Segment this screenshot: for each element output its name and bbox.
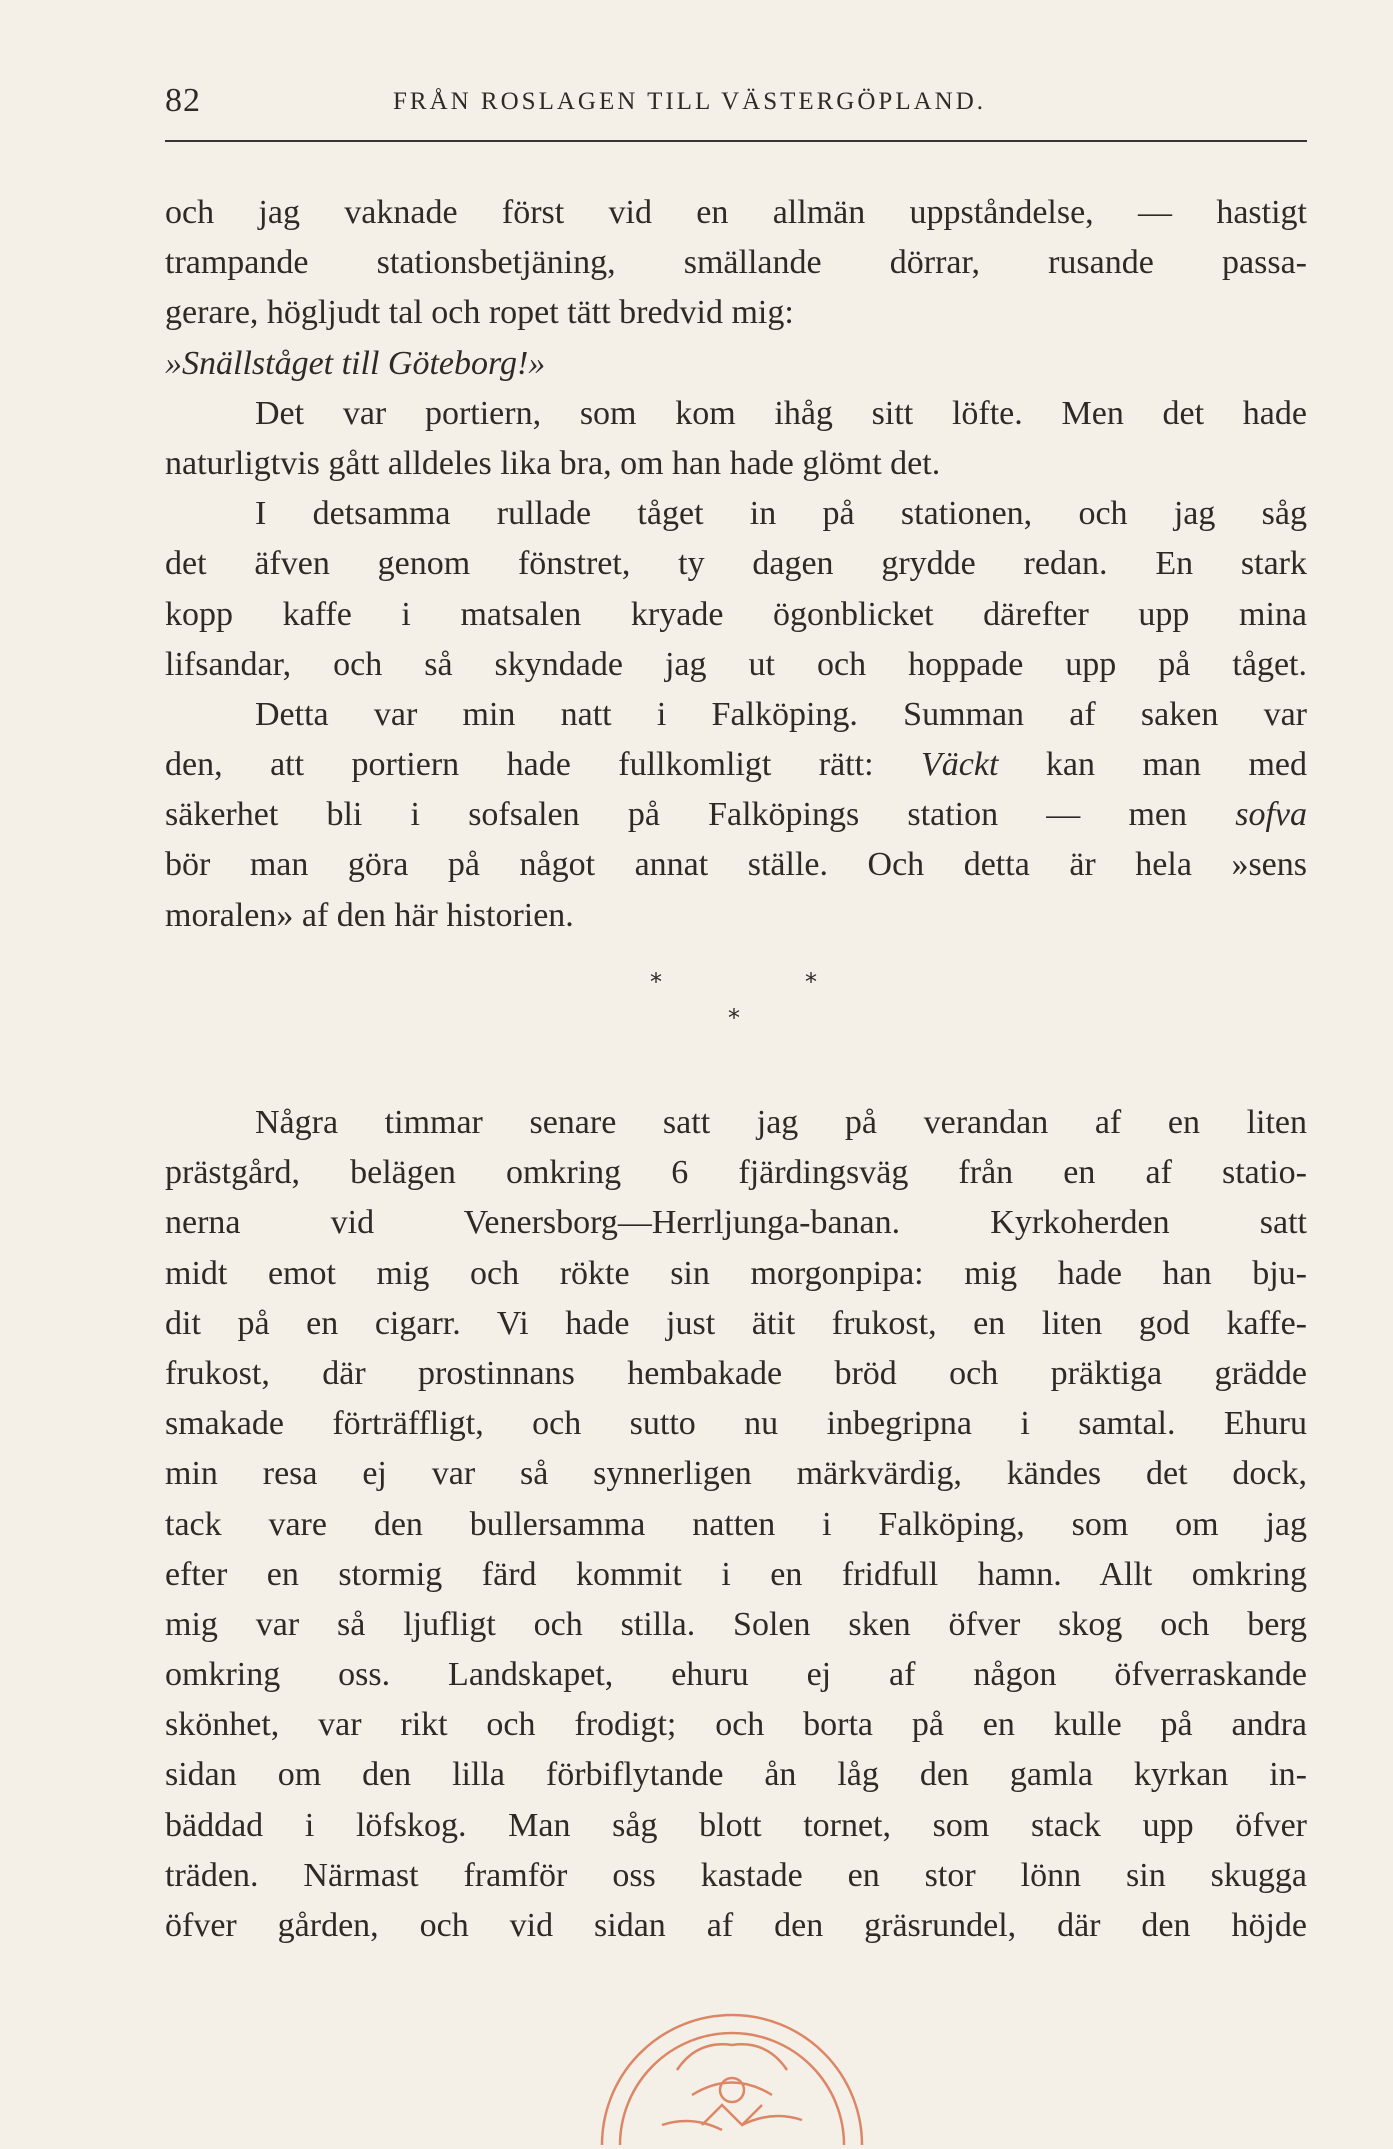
text-line: trampande stationsbetjäning, smällande dörrar, rusande passa- <box>165 244 1307 282</box>
page-number: 82 <box>165 82 201 119</box>
text-line: Några timmar senare satt jag på verandan af en liten <box>255 1104 1307 1141</box>
asterisk: * <box>728 1004 740 1032</box>
library-stamp <box>582 1975 882 2145</box>
text-line: bör man göra på något annat ställe. Och detta är hela »sens <box>165 846 1307 884</box>
text-line: moralen» af den här historien. <box>165 896 574 934</box>
paragraph-section-1 <box>165 188 1307 941</box>
text-line-with-italic <box>165 790 1307 840</box>
text-line: och jag vaknade först vid en allmän uppståndelse, — hastigt <box>165 194 1307 231</box>
stamp-graphic <box>582 1975 882 2145</box>
text-line: mig var så ljufligt och stilla. Solen sken öfver skog och berg <box>165 1605 1307 1643</box>
text-line: tack vare den bullersamma natten i Falköping, som om jag <box>165 1505 1307 1543</box>
header-rule <box>165 140 1307 142</box>
text-segment: säkerhet bli i sofsalen på Falköpings station — men <box>165 796 1236 834</box>
asterisk: * <box>805 968 817 996</box>
text-line: midt emot mig och rökte sin morgonpipa: mig hade han bju- <box>165 1254 1307 1292</box>
text-line: träden. Närmast framför oss kastade en stor lönn sin skugga <box>165 1856 1307 1894</box>
text-line: efter en stormig färd kommit i en fridfull hamn. Allt omkring <box>165 1555 1307 1593</box>
text-line: det äfven genom fönstret, ty dagen grydde redan. En stark <box>165 545 1307 583</box>
text-line: omkring oss. Landskapet, ehuru ej af någon öfverraskande <box>165 1656 1307 1694</box>
paragraph-section-2 <box>165 1098 1307 1951</box>
text-line-with-italic <box>165 740 1307 790</box>
italic-quote-line <box>165 339 1307 389</box>
asterisk: * <box>650 968 662 996</box>
text-line: Detta var min natt i Falköping. Summan af saken var <box>255 695 1307 733</box>
running-title: FRÅN ROSLAGEN TILL VÄSTERGÖPLAND. <box>393 88 987 115</box>
quote-text: »Snällståget till Göteborg!» <box>165 344 546 382</box>
text-segment: den, att portiern hade fullkomligt rätt: <box>165 746 921 784</box>
text-line: I detsamma rullade tåget in på stationen, och jag såg <box>255 495 1307 533</box>
text-line: naturligtvis gått alldeles lika bra, om han hade glömt det. <box>165 444 941 482</box>
section-separator <box>620 968 820 1038</box>
text-line: lifsandar, och så skyndade jag ut och hoppade upp på tåget. <box>165 645 1307 683</box>
text-line: Det var portiern, som kom ihåg sitt löfte. Men det hade <box>255 394 1307 432</box>
text-line: nerna vid Venersborg—Herrljunga-banan. Kyrkoherden satt <box>165 1204 1307 1242</box>
text-line: smakade förträffligt, och sutto nu inbegripna i samtal. Ehuru <box>165 1405 1307 1443</box>
text-line: bäddad i löfskog. Man såg blott tornet, som stack upp öfver <box>165 1806 1307 1844</box>
text-segment: kan man med <box>998 746 1307 784</box>
text-line: öfver gården, och vid sidan af den gräsrundel, där den höjde <box>165 1907 1307 1944</box>
text-line: min resa ej var så synnerligen märkvärdig, kändes det dock, <box>165 1455 1307 1493</box>
text-line: kopp kaffe i matsalen kryade ögonblicket därefter upp mina <box>165 595 1307 633</box>
text-line: dit på en cigarr. Vi hade just ätit frukost, en liten god kaffe- <box>165 1304 1307 1342</box>
page-header <box>165 82 1305 132</box>
text-line: sidan om den lilla förbiflytande ån låg den gamla kyrkan in- <box>165 1756 1307 1794</box>
text-line: prästgård, belägen omkring 6 fjärdingsväg från en af statio- <box>165 1154 1307 1192</box>
italic-word: Väckt <box>921 746 999 784</box>
italic-word: sofva <box>1235 796 1307 834</box>
text-line: skönhet, var rikt och frodigt; och borta på en kulle på andra <box>165 1706 1307 1744</box>
text-line: gerare, högljudt tal och ropet tätt bredvid mig: <box>165 294 794 332</box>
text-line: frukost, där prostinnans hembakade bröd och präktiga grädde <box>165 1354 1307 1392</box>
